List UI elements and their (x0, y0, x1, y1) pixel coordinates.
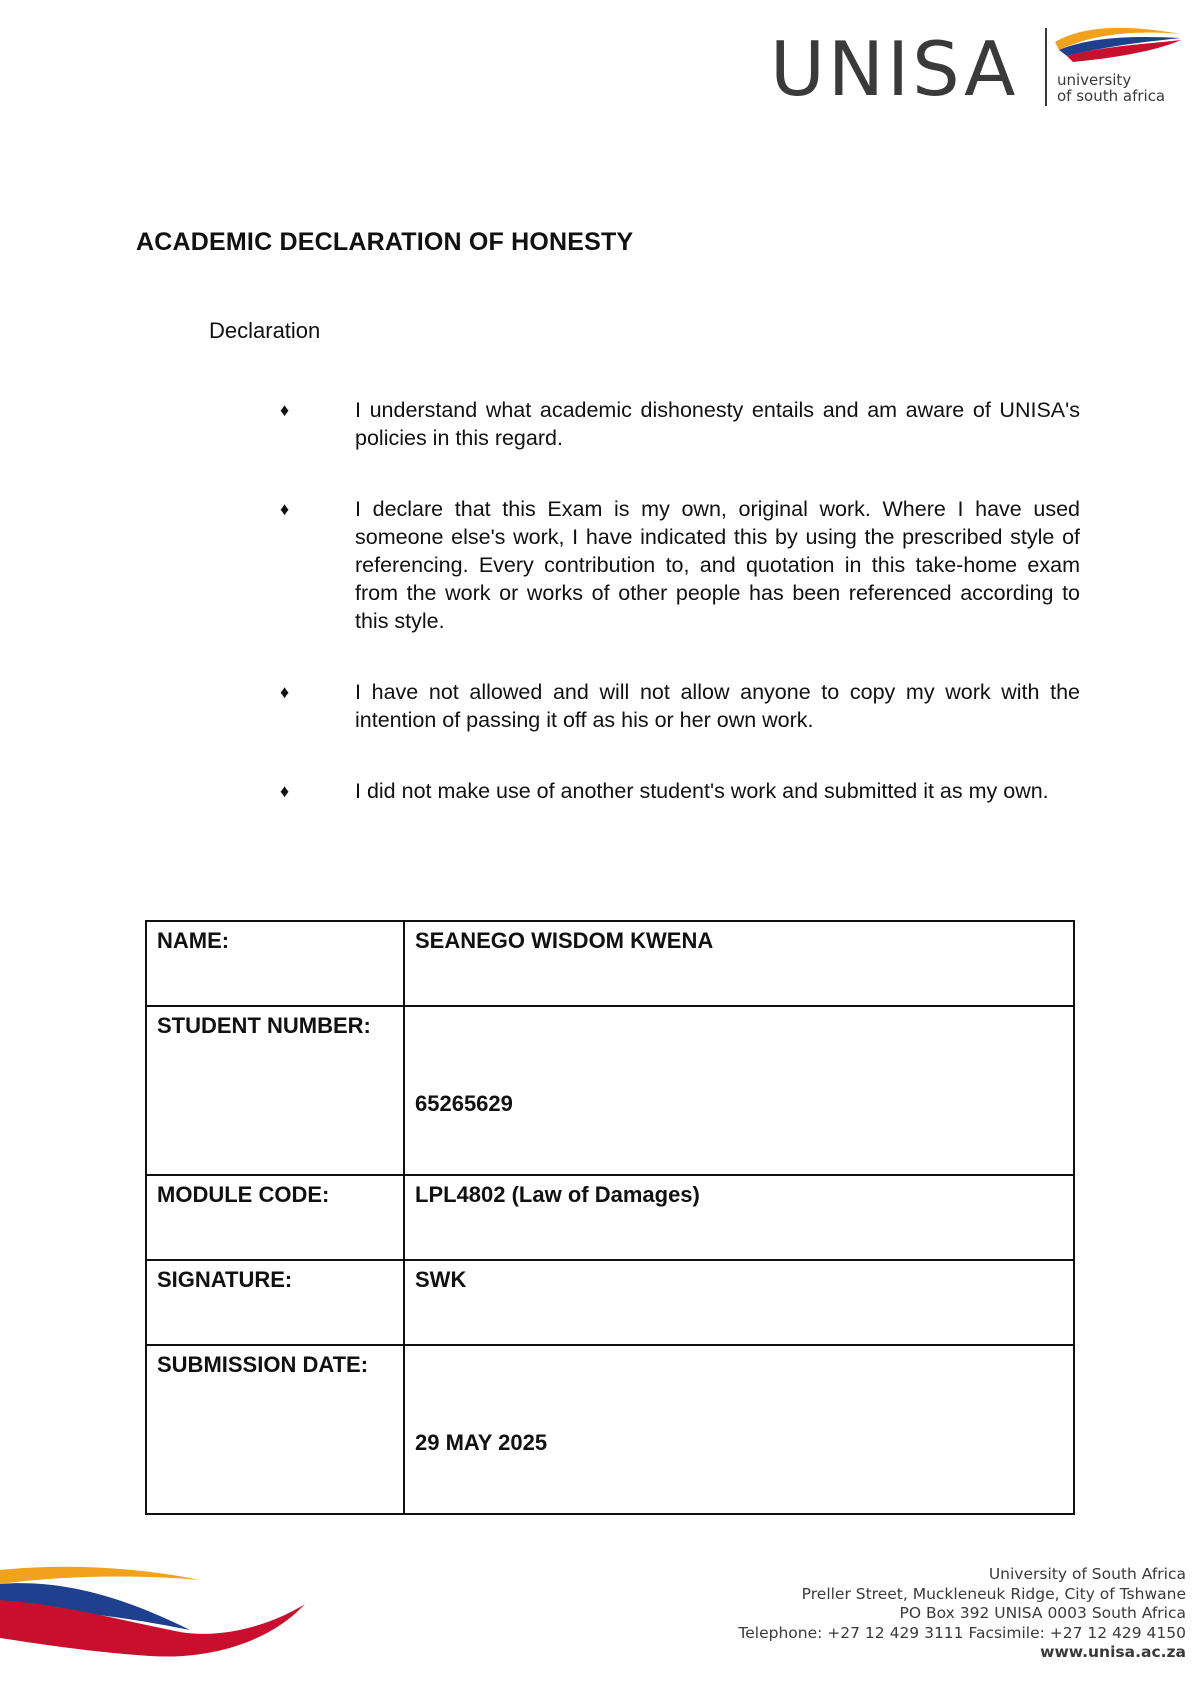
footer-line-4: Telephone: +27 12 429 3111 Facsimile: +27 12 429 4150 (738, 1623, 1186, 1642)
diamond-bullet-icon: ♦ (280, 499, 290, 519)
table-row (146, 1006, 1074, 1175)
student-details-table (145, 920, 1075, 1515)
diamond-bullet-icon: ♦ (280, 400, 290, 420)
declaration-item (270, 678, 1080, 734)
declaration-text: I have not allowed and will not allow anyone to copy my work with the intention of passing it off as his or her own work. (355, 680, 1080, 732)
logo-divider (1045, 28, 1047, 106)
student-number-cell (404, 1006, 1074, 1175)
logo-wordmark: UNISA (770, 25, 1019, 113)
module-code-label: MODULE CODE: (146, 1175, 404, 1260)
declaration-text: I understand what academic dishonesty entails and am aware of UNISA's policies in this regard. (355, 398, 1080, 450)
name-label: NAME: (146, 921, 404, 1006)
page-title: ACADEMIC DECLARATION OF HONESTY (136, 228, 634, 256)
declaration-subheading: Declaration (209, 318, 321, 343)
footer-line-2: Preller Street, Muckleneuk Ridge, City of Tshwane (801, 1584, 1186, 1603)
submission-date-cell (404, 1345, 1074, 1514)
diamond-bullet-icon: ♦ (280, 781, 290, 801)
student-number-value: 65265629 (415, 1091, 513, 1116)
name-value: SEANEGO WISDOM KWENA (404, 921, 1074, 1006)
signature-label: SIGNATURE: (146, 1260, 404, 1345)
declaration-text: I declare that this Exam is my own, original work. Where I have used someone else's work, I have indicated this by using the prescribed style of referencing. Every contribution to, and quotation in this take-home exam from the work or works of other people has been referenced according to this style. (355, 497, 1080, 633)
declaration-item (270, 396, 1080, 452)
logo-subtitle-line1: university (1057, 71, 1132, 89)
table-row (146, 921, 1074, 1006)
diamond-bullet-icon: ♦ (280, 682, 290, 702)
submission-date-label: SUBMISSION DATE: (146, 1345, 404, 1514)
logo-subtitle-line2: of south africa (1057, 87, 1166, 105)
declaration-item (270, 777, 1080, 805)
declaration-text: I did not make use of another student's work and submitted it as my own. (355, 779, 1049, 803)
module-code-value: LPL4802 (Law of Damages) (404, 1175, 1074, 1260)
table-row (146, 1260, 1074, 1345)
signature-value: SWK (404, 1260, 1074, 1345)
declaration-item (270, 495, 1080, 635)
footer-swoosh-icon (0, 1560, 310, 1670)
footer-address (738, 1565, 1186, 1663)
declaration-list (270, 396, 1080, 805)
logo-subtitle (1057, 72, 1165, 104)
table-row (146, 1345, 1074, 1514)
footer-line-3: PO Box 392 UNISA 0003 South Africa (899, 1604, 1186, 1622)
logo-swoosh-icon (1053, 24, 1183, 64)
submission-date-value: 29 MAY 2025 (415, 1430, 548, 1455)
table-row (146, 1175, 1074, 1260)
unisa-logo (770, 24, 1190, 114)
student-number-label: STUDENT NUMBER: (146, 1006, 404, 1175)
footer-website: www.unisa.ac.za (1040, 1643, 1186, 1661)
footer-line-1: University of South Africa (988, 1565, 1186, 1583)
